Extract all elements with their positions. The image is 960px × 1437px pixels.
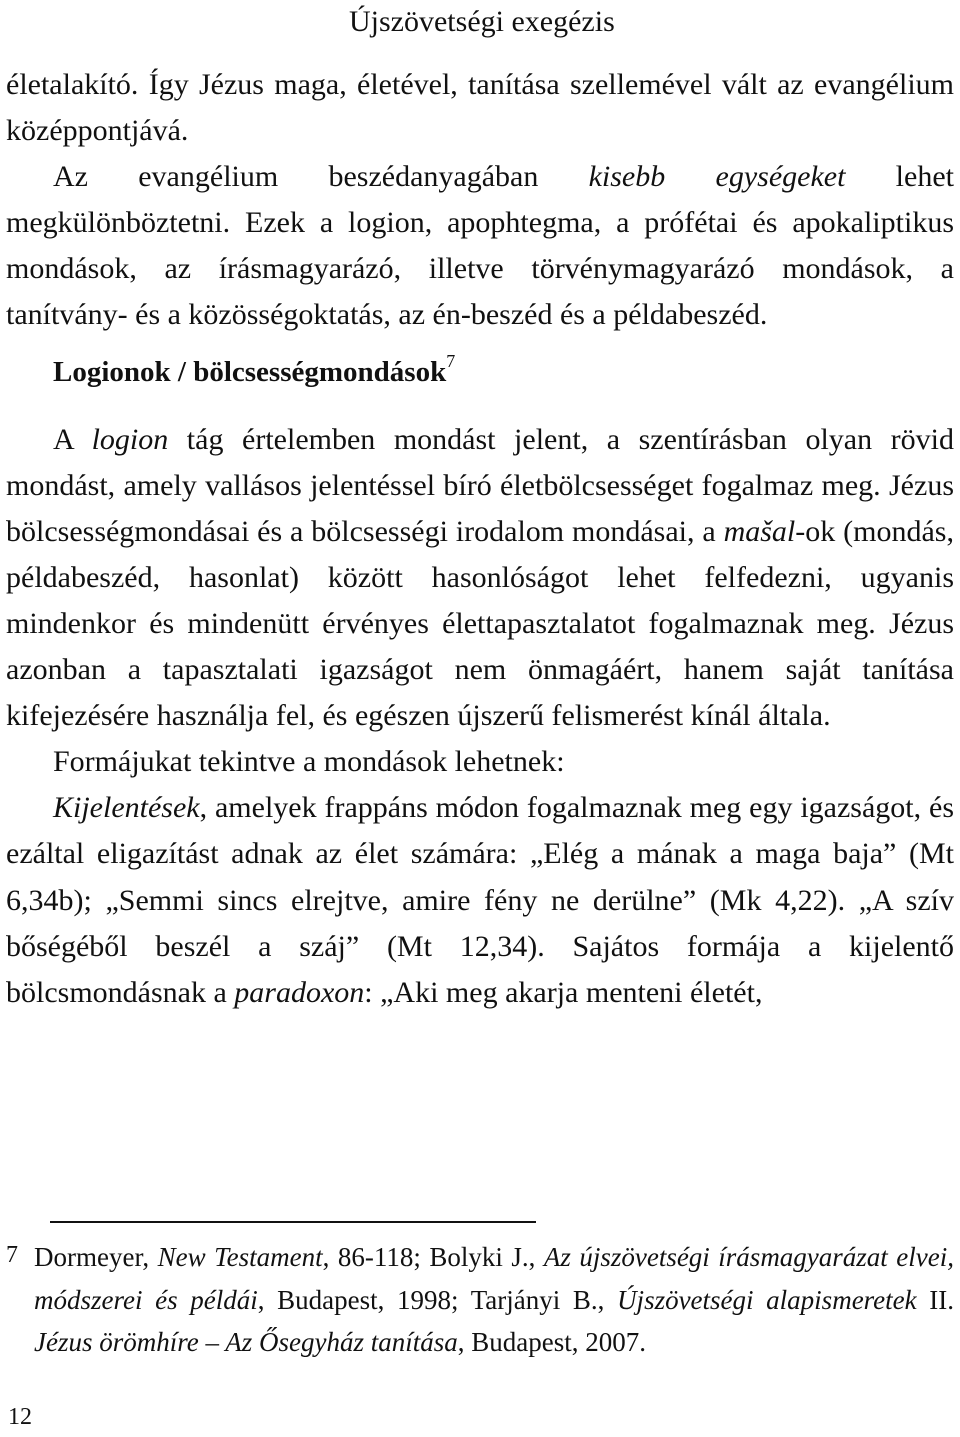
paragraph-forms-intro: Formájukat tekintve a mondások lehetnek: (53, 745, 565, 779)
text-run: , amelyek frappáns módon fogalmaznak meg egy igazságot, és ezáltal eligazítást adnak az élet számára: „Elég a mának a maga baja” (Mt 6,34b); „Semmi sincs elrejtve, amire fény ne derülne” (Mk 4,22). „A szív bőségéből beszél a száj” (Mt 12,34). Sajátos formája a kijelentő bölcsmondásnak a (6, 791, 954, 1009)
page-number: 12 (8, 1404, 32, 1430)
emphasis-text: Kijelentések (53, 791, 200, 825)
section-heading (6, 339, 954, 417)
paragraph-logion (6, 417, 954, 740)
text-run: Az evangélium beszédanyagában (53, 160, 589, 194)
text-run: : „Aki meg akarja menteni életét, (364, 975, 763, 1009)
paragraph-continuation: életalakító. Így Jézus maga, életével, tanítása szellemével vált az evangélium középpontjává. (6, 68, 954, 148)
footnote-separator (50, 1221, 536, 1223)
emphasis-text: paradoxon (234, 975, 365, 1009)
emphasis-text: Jézus örömhíre – Az Ősegyház tanítása (34, 1327, 458, 1357)
footnote (6, 1236, 954, 1364)
running-header: Újszövetségi exegézis (349, 5, 615, 38)
text-run: Dormeyer, (34, 1242, 158, 1272)
main-text (6, 62, 954, 1016)
emphasis-text: mašal (723, 514, 796, 548)
heading-text: Logionok / bölcsességmondások (53, 355, 447, 388)
emphasis-text: kisebb egységeket (588, 160, 846, 194)
footnote-text (6, 1236, 954, 1364)
emphasis-text: Az újszövetségi írásmagyarázat elvei, módszerei és példái (34, 1242, 955, 1315)
text-run: tág értelemben mondást jelent, a szentírásban olyan rövid mondást, amely vallásos jelentéssel bíró életbölcsességet fogalmaz meg. Jézus bölcsességmondásai és a bölcsességi irodalom mondásai, a (6, 422, 955, 548)
text-run: II. (916, 1284, 955, 1315)
footnote-reference: 7 (446, 350, 456, 371)
emphasis-text: New Testament (157, 1242, 323, 1272)
text-run: , 86-118; Bolyki J., (322, 1242, 544, 1272)
text-run: , Budapest, 2007. (457, 1327, 646, 1357)
emphasis-text: Újszövetségi alapismeretek (617, 1284, 917, 1315)
emphasis-text: logion (91, 422, 169, 456)
text-run: lehet megkülönböztetni. Ezek a logion, apophtegma, a prófétai és apokaliptikus mondások, az írásmagyarázó, illetve törvénymagyarázó mondások, a tanítvány- és a közösségoktatás, az én-beszéd és a példabeszéd. (6, 160, 954, 332)
text-run: , Budapest, 1998; Tarjányi B., (257, 1284, 618, 1315)
footnote-number: 7 (6, 1242, 18, 1268)
paragraph-statements (6, 785, 954, 1015)
paragraph-smaller-units (6, 154, 954, 338)
text-run: -ok (mondás, példabeszéd, hasonlat) között hasonlóságot lehet felfedezni, ugyanis mindenkor és mindenütt érvényes élettapasztalatot fogalmaznak meg. Jézus azonban a tapasztalati igazságot nem önmagáért, hanem saját tanítása kifejezésére használja fel, és egészen újszerű felismerést kínál általa. (6, 514, 954, 733)
text-run: A (53, 422, 92, 456)
